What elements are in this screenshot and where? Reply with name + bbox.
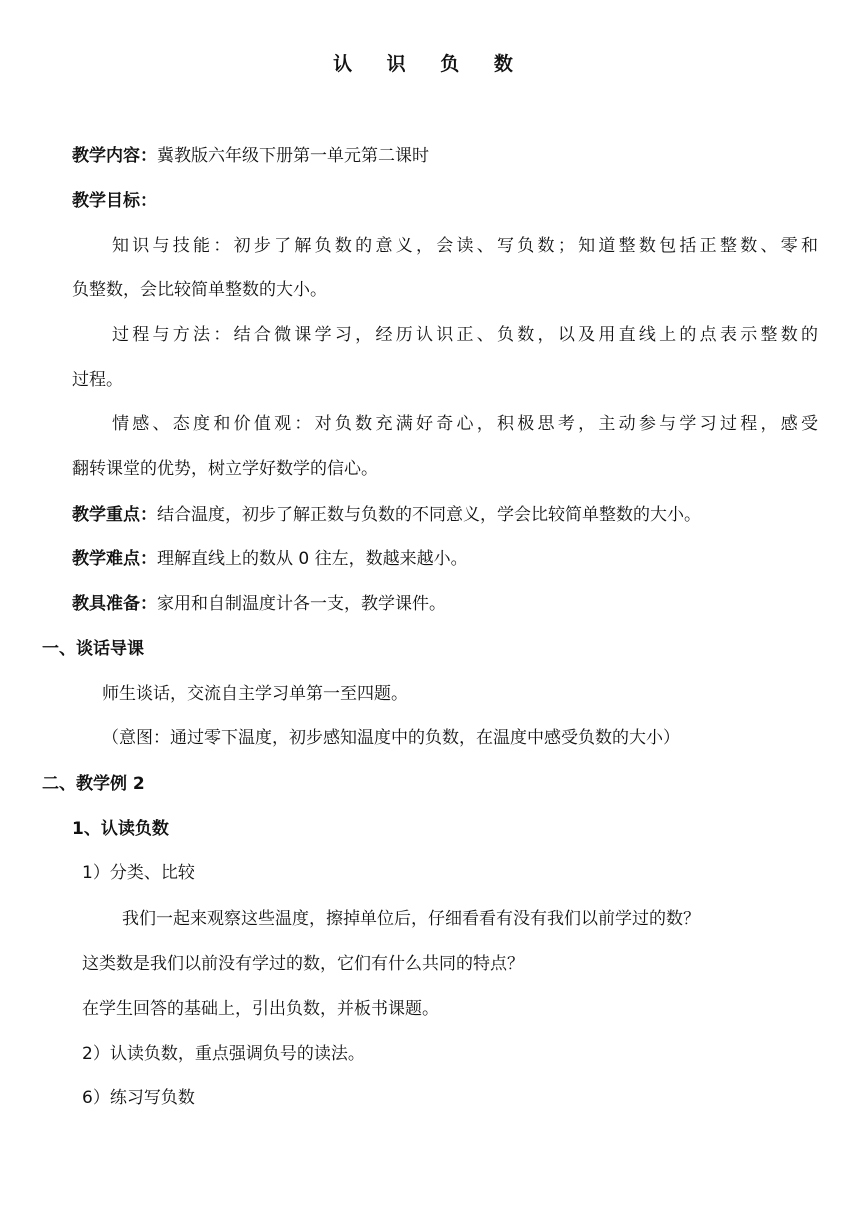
- section2-text3: 在学生回答的基础上，引出负数，并板书课题。: [82, 999, 439, 1019]
- key-points-label: 教学重点：: [72, 505, 157, 525]
- difficult-points-value: 理解直线上的数从 0 往左，数越来越小。: [157, 549, 468, 569]
- teaching-content-line: [72, 145, 429, 167]
- section1-line2: （意图：通过零下温度，初步感知温度中的负数，在温度中感受负数的大小）: [102, 728, 680, 748]
- section2-heading: 二、教学例 2: [42, 774, 145, 794]
- goal-knowledge-line1: 知识与技能：初步了解负数的意义，会读、写负数；知道整数包括正整数、零和: [112, 236, 818, 256]
- section2-sub1: 1、认读负数: [72, 819, 169, 839]
- teaching-goals-label: 教学目标：: [72, 191, 157, 211]
- teaching-content-label: 教学内容：: [72, 146, 157, 166]
- section1-heading: 一、谈话导课: [42, 639, 144, 659]
- section2-text2: 这类数是我们以前没有学过的数，它们有什么共同的特点？: [82, 954, 524, 974]
- goal-process-line1: 过程与方法：结合微课学习，经历认识正、负数，以及用直线上的点表示整数的: [112, 325, 818, 345]
- goal-emotion-line2: 翻转课堂的优势，树立学好数学的信心。: [72, 459, 378, 479]
- section2-item2: 2）认读负数，重点强调负号的读法。: [82, 1044, 365, 1064]
- section2-item3: 6）练习写负数: [82, 1088, 195, 1108]
- teaching-content-value: 冀教版六年级下册第一单元第二课时: [157, 146, 429, 166]
- key-points-value: 结合温度，初步了解正数与负数的不同意义，学会比较简单整数的大小。: [157, 505, 701, 525]
- section2-item1: 1）分类、比较: [82, 863, 195, 883]
- difficult-points-line: [72, 548, 468, 570]
- goal-process-line2: 过程。: [72, 370, 123, 390]
- difficult-points-label: 教学难点：: [72, 549, 157, 569]
- tools-line: [72, 593, 446, 615]
- goal-emotion-line1: 情感、态度和价值观：对负数充满好奇心，积极思考，主动参与学习过程，感受: [112, 414, 818, 434]
- goal-knowledge-line2: 负整数，会比较简单整数的大小。: [72, 280, 327, 300]
- key-points-line: [72, 504, 701, 526]
- section1-line1: 师生谈话，交流自主学习单第一至四题。: [102, 684, 408, 704]
- document-title: 认 识 负 数: [333, 53, 527, 75]
- section2-text1: 我们一起来观察这些温度，擦掉单位后，仔细看看有没有我们以前学过的数？: [122, 909, 700, 929]
- tools-value: 家用和自制温度计各一支，教学课件。: [157, 594, 446, 614]
- tools-label: 教具准备：: [72, 594, 157, 614]
